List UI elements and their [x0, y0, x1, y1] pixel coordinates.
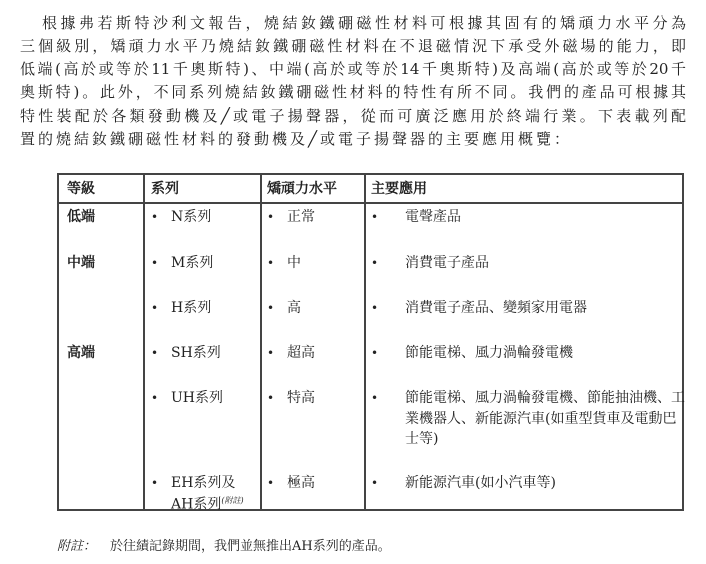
paragraph-line: 低端(高於或等於11千奧斯特)、中端(高於或等於14千奧斯特)及高端(高於或等於20千 — [20, 60, 686, 78]
paragraph-line: 置的燒結釹鐵硼磁性材料的發動機及╱或電子揚聲器的主要應用概覽： — [20, 130, 573, 148]
header-coercivity: 矯頑力水平 — [267, 181, 337, 197]
bullet: • — [151, 301, 159, 315]
bullet: • — [151, 210, 159, 224]
bullet: • — [151, 346, 159, 360]
series-cell-line2 — [171, 491, 244, 515]
application-cell: 消費電子產品 — [405, 255, 489, 271]
paragraph-line: 三個級別，矯頑力水平乃燒結釹鐵硼磁性材料在不退磁情況下承受外磁場的能力，即 — [20, 37, 686, 55]
series-cell: UH系列 — [171, 390, 224, 406]
paragraph-line: 特性裝配於各類發動機及╱或電子揚聲器，從而可廣泛應用於終端行業。下表載列配 — [20, 107, 686, 125]
series-cell: SH系列 — [171, 345, 221, 361]
bullet: • — [267, 256, 275, 270]
grade-low: 低端 — [67, 209, 95, 225]
header-application: 主要應用 — [371, 181, 427, 197]
footnote-text: 於往績記錄期間，我們並無推出AH系列的產品。 — [110, 539, 391, 554]
bullet: • — [371, 210, 379, 224]
coercivity-cell: 特高 — [287, 390, 315, 406]
coercivity-cell: 正常 — [287, 209, 315, 225]
grade-high: 高端 — [67, 345, 95, 361]
series-name: AH系列 — [171, 496, 222, 513]
bullet: • — [371, 346, 379, 360]
footnote-label: 附註： — [57, 539, 97, 554]
application-cell: 節能電梯、風力渦輪發電機、節能抽油機、工業機器人、新能源汽車(如重型貨車及電動巴士等) — [405, 390, 685, 447]
coercivity-cell: 中 — [287, 255, 301, 271]
bullet: • — [267, 476, 275, 490]
series-cell: EH系列及 — [171, 475, 236, 491]
footnote — [57, 537, 391, 557]
column-divider — [260, 175, 262, 509]
coercivity-cell: 高 — [287, 300, 301, 316]
bullet: • — [267, 391, 275, 405]
application-table — [57, 173, 684, 511]
bullet: • — [151, 256, 159, 270]
header-grade: 等級 — [67, 181, 95, 197]
series-cell: H系列 — [171, 300, 212, 316]
coercivity-cell: 極高 — [287, 475, 315, 491]
footnote-marker: (附註) — [221, 496, 244, 505]
bullet: • — [151, 391, 159, 405]
paragraph-line: 奧斯特)。此外，不同系列燒結釹鐵硼磁性材料的特性有所不同。我們的產品可根據其 — [20, 83, 686, 101]
series-cell: N系列 — [171, 209, 212, 225]
application-cell: 節能電梯、風力渦輪發電機 — [405, 345, 573, 361]
header-divider — [59, 202, 682, 204]
bullet: • — [267, 346, 275, 360]
bullet: • — [151, 476, 159, 490]
application-cell: 電聲產品 — [405, 209, 461, 225]
bullet: • — [371, 476, 379, 490]
column-divider — [364, 175, 366, 509]
bullet: • — [371, 301, 379, 315]
series-cell: M系列 — [171, 255, 214, 271]
application-cell: 消費電子產品、變頻家用電器 — [405, 300, 587, 316]
bullet: • — [267, 301, 275, 315]
bullet: • — [371, 391, 379, 405]
grade-mid: 中端 — [67, 255, 95, 271]
bullet: • — [371, 256, 379, 270]
coercivity-cell: 超高 — [287, 345, 315, 361]
application-cell: 新能源汽車(如小汽車等) — [405, 475, 556, 491]
bullet: • — [267, 210, 275, 224]
paragraph-line: 根據弗若斯特沙利文報告，燒結釹鐵硼磁性材料可根據其固有的矯頑力水平分為 — [42, 14, 686, 32]
header-series: 系列 — [151, 181, 179, 197]
column-divider — [143, 175, 145, 509]
